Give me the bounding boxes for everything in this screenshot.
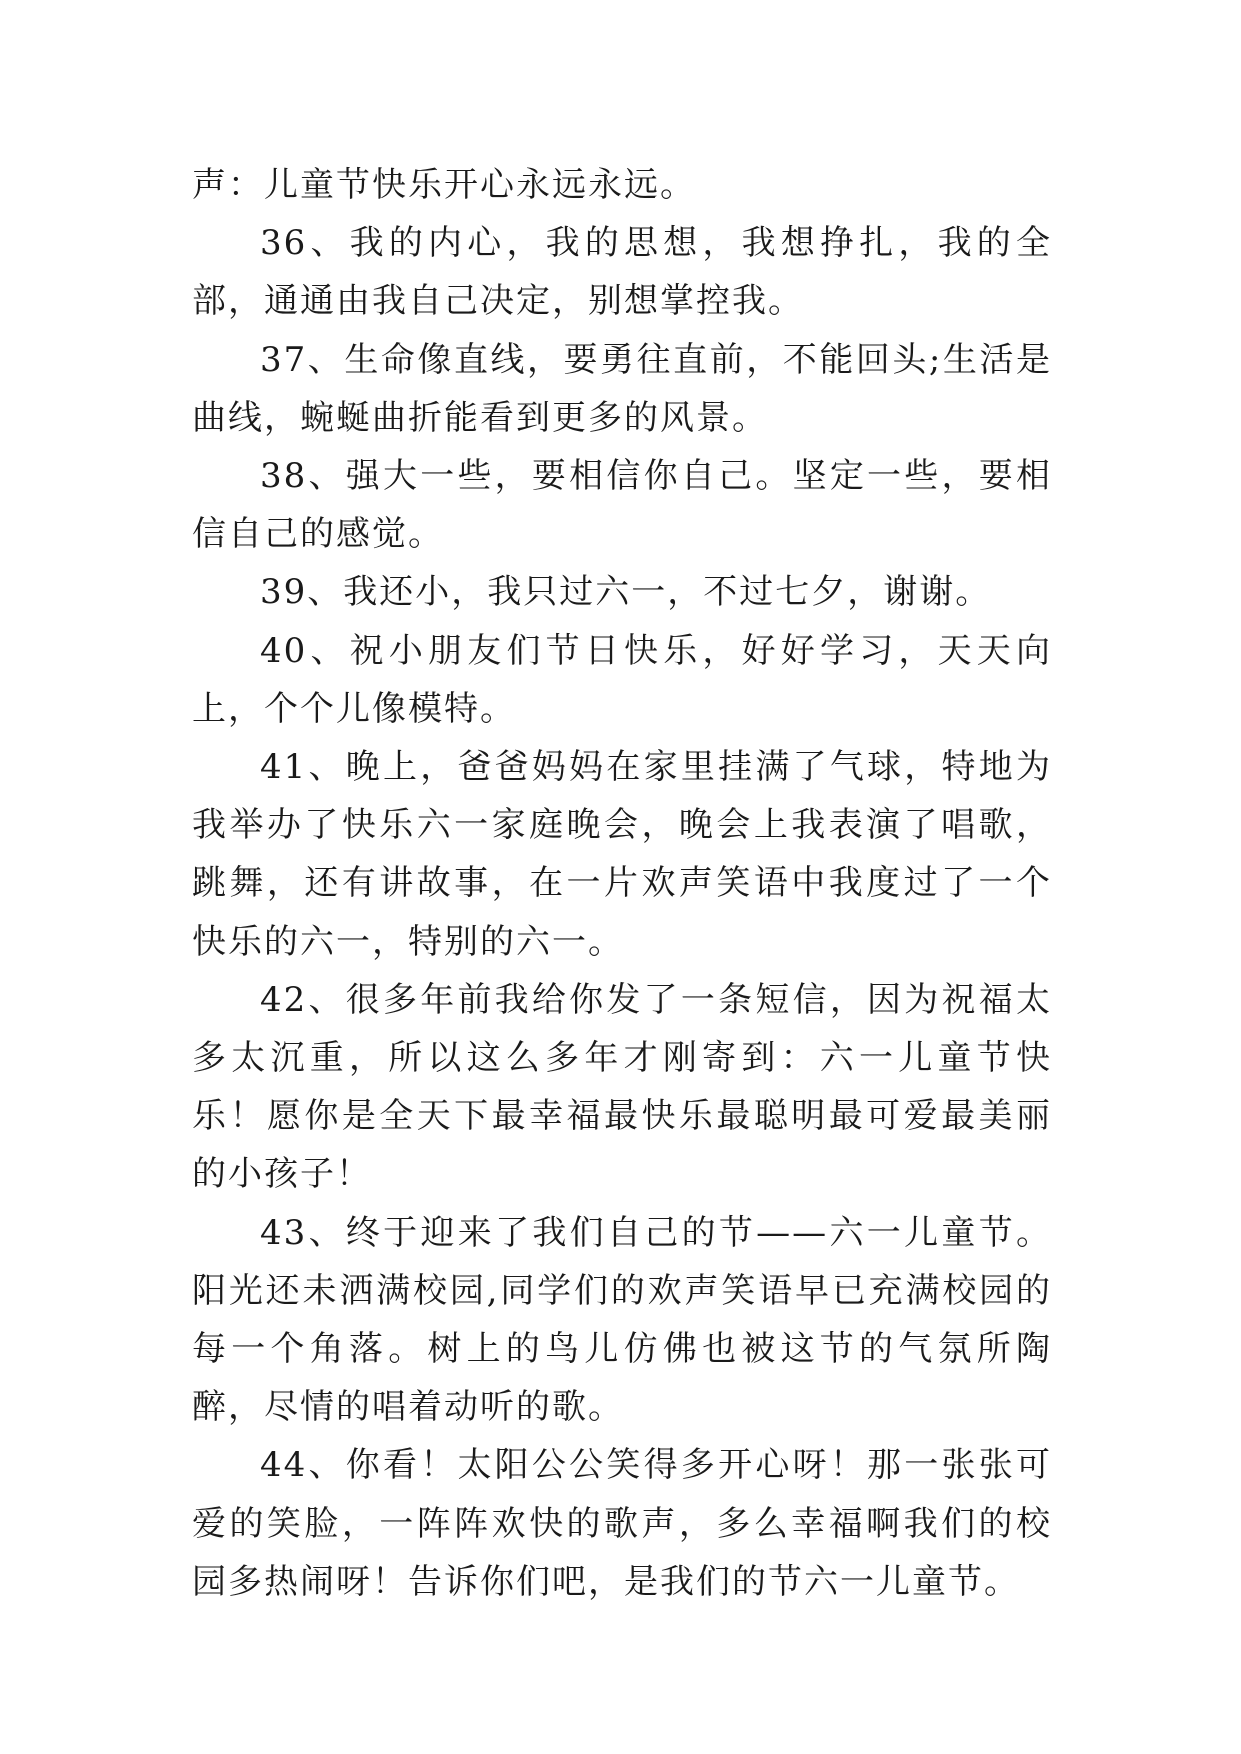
document-body xyxy=(192,156,1052,1611)
paragraph-37: 37、生命像直线，要勇往直前，不能回头;生活是曲线，蜿蜒曲折能看到更多的风景。 xyxy=(192,339,1052,438)
paragraph-43: 43、终于迎来了我们自己的节——六一儿童节。阳光还未洒满校园,同学们的欢声笑语早已充满校园的每一个角落。树上的鸟儿仿佛也被这节的气氛所陶醉，尽情的唱着动听的歌。 xyxy=(192,1212,1052,1428)
paragraph-44: 44、你看！太阳公公笑得多开心呀！那一张张可爱的笑脸，一阵阵欢快的歌声，多么幸福啊我们的校园多热闹呀！告诉你们吧，是我们的节六一儿童节。 xyxy=(192,1445,1052,1602)
paragraph-42: 42、很多年前我给你发了一条短信，因为祝福太多太沉重，所以这么多年才刚寄到：六一儿童节快乐！愿你是全天下最幸福最快乐最聪明最可爱最美丽的小孩子！ xyxy=(192,979,1052,1195)
paragraph-40: 40、祝小朋友们节日快乐，好好学习，天天向上，个个儿像模特。 xyxy=(192,630,1052,729)
continuation-paragraph: 声：儿童节快乐开心永远永远。 xyxy=(192,165,696,205)
paragraph-36: 36、我的内心，我的思想，我想挣扎，我的全部，通通由我自己决定，别想掌控我。 xyxy=(192,223,1052,322)
paragraph-38: 38、强大一些，要相信你自己。坚定一些，要相信自己的感觉。 xyxy=(192,456,1052,555)
paragraph-41: 41、晚上，爸爸妈妈在家里挂满了气球，特地为我举办了快乐六一家庭晚会，晚会上我表演了唱歌，跳舞，还有讲故事，在一片欢声笑语中我度过了一个快乐的六一，特别的六一。 xyxy=(192,747,1052,962)
paragraph-39: 39、我还小，我只过六一，不过七夕，谢谢。 xyxy=(260,572,992,613)
